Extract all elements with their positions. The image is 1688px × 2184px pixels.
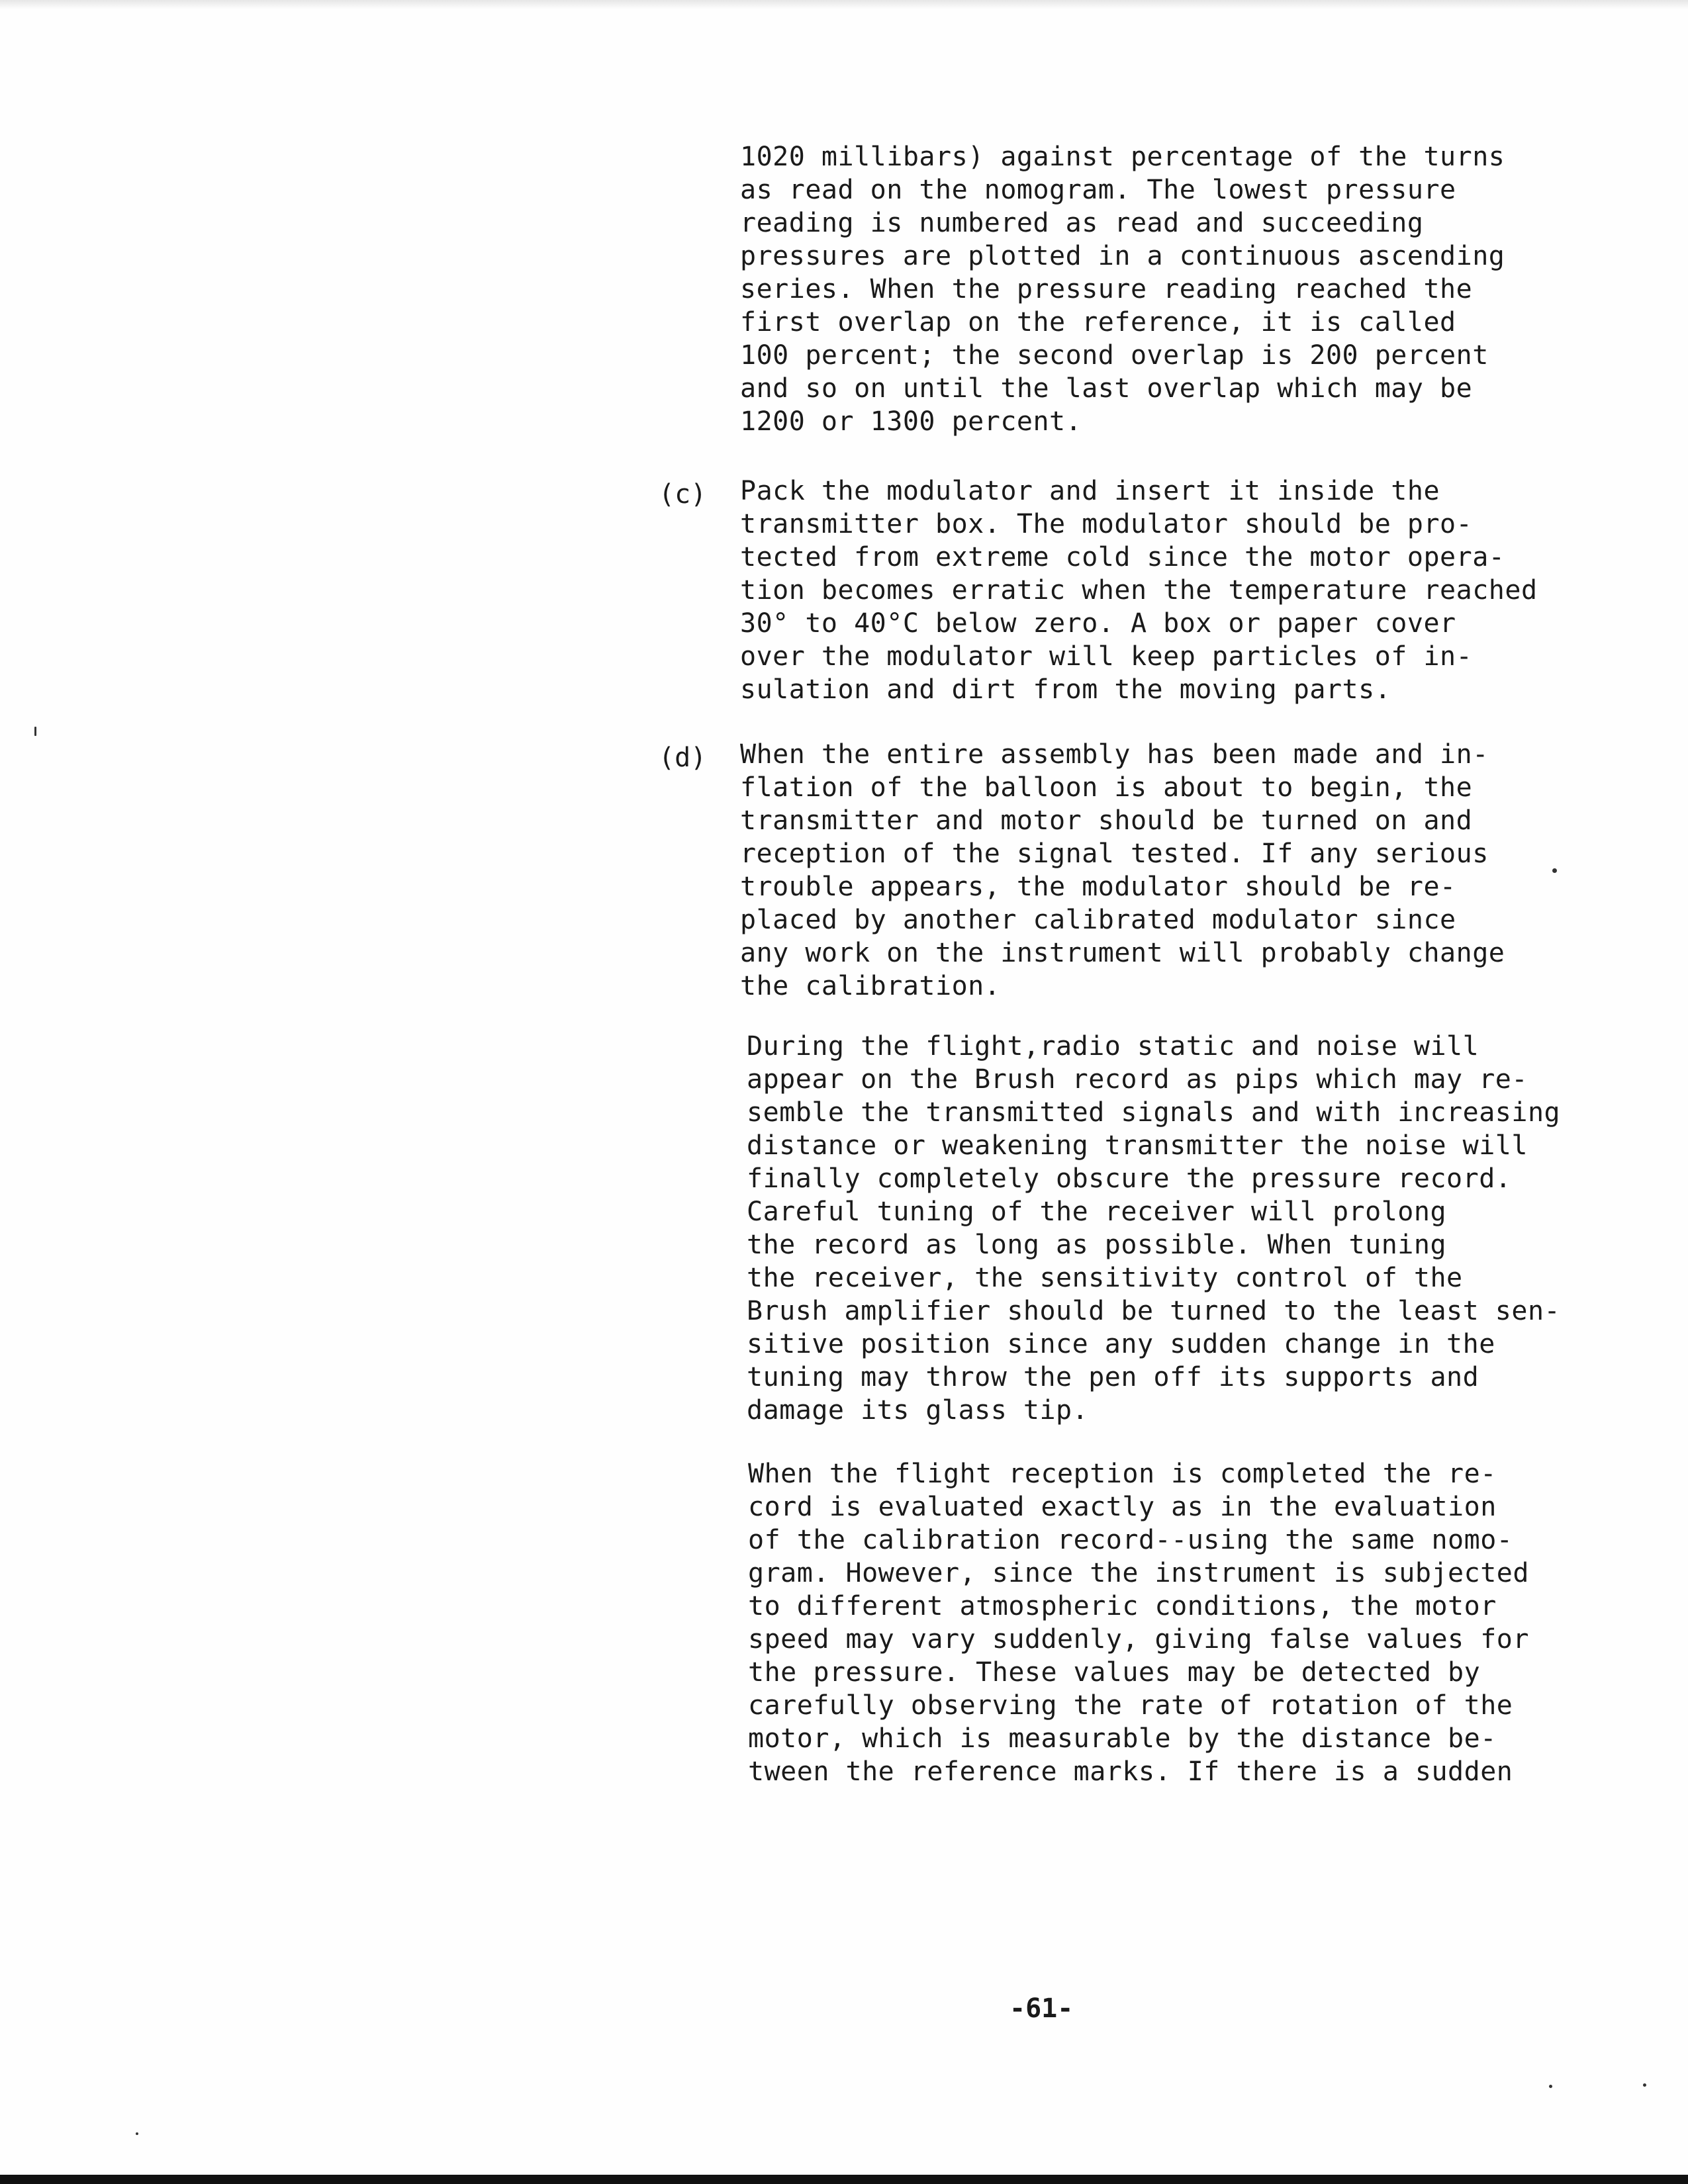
text-line: gram. However, since the instrument is subjected bbox=[748, 1558, 1529, 1588]
item-d-label: (d) bbox=[659, 743, 707, 773]
text-line: and so on until the last overlap which may be bbox=[740, 373, 1473, 404]
text-line: over the modulator will keep particles of in- bbox=[740, 641, 1473, 672]
text-line: any work on the instrument will probably change bbox=[740, 938, 1505, 968]
text-line: semble the transmitted signals and with increasing bbox=[747, 1097, 1561, 1128]
text-line: tected from extreme cold since the motor opera- bbox=[740, 542, 1505, 572]
text-line: appear on the Brush record as pips which may re- bbox=[747, 1064, 1528, 1095]
scan-speck bbox=[1643, 2083, 1646, 2087]
text-line: transmitter and motor should be turned on and bbox=[740, 805, 1473, 836]
text-line: tion becomes erratic when the temperature reached bbox=[740, 575, 1538, 606]
text-line: cord is evaluated exactly as in the evaluation bbox=[748, 1492, 1497, 1522]
text-line: motor, which is measurable by the distance be- bbox=[748, 1723, 1497, 1754]
text-line: speed may vary suddenly, giving false values for bbox=[748, 1624, 1529, 1655]
scan-speck bbox=[1549, 2085, 1552, 2088]
page-top-edge bbox=[0, 0, 1688, 9]
text-line: placed by another calibrated modulator since bbox=[740, 905, 1456, 935]
item-c-text bbox=[740, 475, 1538, 706]
paragraph-evaluation bbox=[748, 1457, 1529, 1788]
text-line: pressures are plotted in a continuous ascending bbox=[740, 241, 1505, 271]
page-bottom-edge bbox=[0, 2175, 1688, 2184]
text-line: distance or weakening transmitter the noise will bbox=[747, 1130, 1528, 1161]
text-line: the record as long as possible. When tuning bbox=[747, 1230, 1447, 1260]
paragraph-during-flight bbox=[747, 1030, 1560, 1427]
text-line: Brush amplifier should be turned to the least sen- bbox=[747, 1296, 1561, 1326]
text-line: to different atmospheric conditions, the motor bbox=[748, 1591, 1497, 1621]
text-line: flation of the balloon is about to begin, the bbox=[740, 772, 1473, 803]
text-line: tween the reference marks. If there is a sudden bbox=[748, 1756, 1513, 1787]
text-line: the pressure. These values may be detected by bbox=[748, 1657, 1481, 1688]
text-line: reception of the signal tested. If any serious bbox=[740, 839, 1489, 869]
text-line: 30° to 40°C below zero. A box or paper cover bbox=[740, 608, 1456, 639]
scan-speck bbox=[1552, 868, 1557, 873]
text-line: sulation and dirt from the moving parts. bbox=[740, 674, 1391, 705]
text-line: trouble appears, the modulator should be re- bbox=[740, 872, 1456, 902]
scan-speck bbox=[34, 727, 36, 736]
text-line: tuning may throw the pen off its supports and bbox=[747, 1362, 1479, 1392]
text-line: as read on the nomogram. The lowest pressure bbox=[740, 175, 1456, 205]
text-line: When the entire assembly has been made and in- bbox=[740, 739, 1489, 770]
paragraph-b-continuation bbox=[740, 140, 1505, 438]
text-line: When the flight reception is completed the re- bbox=[748, 1459, 1497, 1489]
text-line: series. When the pressure reading reached the bbox=[740, 274, 1473, 304]
text-line: of the calibration record--using the same nomo- bbox=[748, 1525, 1513, 1555]
text-line: carefully observing the rate of rotation of the bbox=[748, 1690, 1513, 1721]
text-line: Careful tuning of the receiver will prolong bbox=[747, 1197, 1447, 1227]
text-line: first overlap on the reference, it is called bbox=[740, 307, 1456, 338]
scan-speck bbox=[136, 2132, 138, 2135]
text-line: finally completely obscure the pressure record. bbox=[747, 1163, 1512, 1194]
text-line: reading is numbered as read and succeeding bbox=[740, 208, 1424, 238]
text-line: transmitter box. The modulator should be pro- bbox=[740, 509, 1473, 539]
text-line: Pack the modulator and insert it inside the bbox=[740, 476, 1440, 506]
text-line: 1020 millibars) against percentage of the turns bbox=[740, 142, 1505, 172]
text-line: 1200 or 1300 percent. bbox=[740, 406, 1082, 437]
text-line: sitive position since any sudden change in the bbox=[747, 1329, 1495, 1359]
item-c-label: (c) bbox=[659, 479, 707, 510]
text-line: the calibration. bbox=[740, 971, 1001, 1001]
text-line: 100 percent; the second overlap is 200 percent bbox=[740, 340, 1489, 371]
text-line: the receiver, the sensitivity control of the bbox=[747, 1263, 1463, 1293]
page-number: -61- bbox=[1009, 1993, 1074, 2024]
item-d-text bbox=[740, 738, 1505, 1003]
text-line: During the flight,radio static and noise will bbox=[747, 1031, 1479, 1062]
text-line: damage its glass tip. bbox=[747, 1395, 1089, 1426]
